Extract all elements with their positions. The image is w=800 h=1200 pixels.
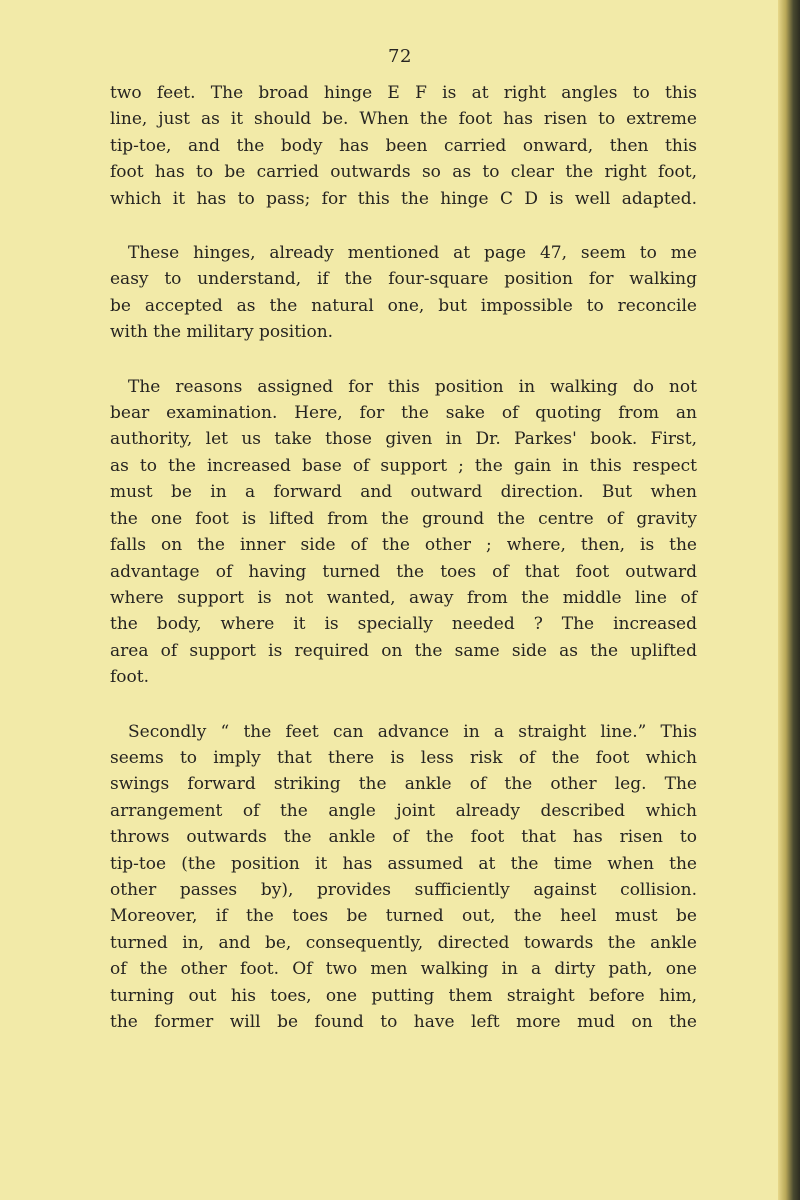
text-line: be accepted as the natural one, but impossible to reconcile xyxy=(110,295,697,316)
text-line: tip-toe (the position it has assumed at the time when the xyxy=(110,853,697,874)
paragraph-4 xyxy=(110,719,697,1036)
text-line: Secondly “ the feet can advance in a straight line.” This xyxy=(128,721,697,742)
page-edge-shadow xyxy=(778,0,800,1200)
text-line: advantage of having turned the toes of that foot outward xyxy=(110,561,697,582)
text-line: authority, let us take those given in Dr. Parkes' book. First, xyxy=(110,429,697,450)
text-line: falls on the inner side of the other ; where, then, is the xyxy=(110,535,697,556)
text-line: the one foot is lifted from the ground the centre of gravity xyxy=(110,508,697,529)
text-line: of the other foot. Of two men walking in a dirty path, one xyxy=(110,959,697,980)
text-line: arrangement of the angle joint already described which xyxy=(110,800,697,821)
text-line: Moreover, if the toes be turned out, the heel must be xyxy=(110,906,697,927)
text-line: swings forward striking the ankle of the other leg. The xyxy=(110,774,697,795)
paragraph-3 xyxy=(110,374,697,691)
page-number: 72 xyxy=(388,46,412,67)
text-line: bear examination. Here, for the sake of quoting from an xyxy=(110,403,697,424)
text-line: line, just as it should be. When the foot has risen to extreme xyxy=(110,109,697,130)
text-line: seems to imply that there is less risk of the foot which xyxy=(110,747,697,768)
text-line: two feet. The broad hinge E F is at right angles to this xyxy=(110,83,697,103)
paragraph-1 xyxy=(110,80,697,212)
text-line: the former will be found to have left more mud on the xyxy=(110,1012,697,1032)
text-line: other passes by), provides sufficiently against collision. xyxy=(110,879,697,900)
text-line: where support is not wanted, away from the middle line of xyxy=(110,587,697,608)
text-line: which it has to pass; for this the hinge C D is well adapted. xyxy=(110,188,697,209)
body-text xyxy=(110,80,697,1063)
text-line: The reasons assigned for this position in walking do not xyxy=(128,376,697,397)
text-line: foot. xyxy=(110,667,149,688)
text-line: as to the increased base of support ; the gain in this respect xyxy=(110,455,697,476)
text-line: the body, where it is specially needed ? The increased xyxy=(110,614,697,635)
text-line: easy to understand, if the four-square position for walking xyxy=(110,269,697,290)
text-line: turning out his toes, one putting them straight before him, xyxy=(110,985,697,1006)
text-line: foot has to be carried outwards so as to clear the right foot, xyxy=(110,162,697,183)
text-line: turned in, and be, consequently, directed towards the ankle xyxy=(110,932,697,953)
paragraph-2 xyxy=(110,240,697,346)
text-line: tip-toe, and the body has been carried onward, then this xyxy=(110,135,697,156)
text-line: area of support is required on the same side as the uplifted xyxy=(110,640,697,661)
text-line: with the military position. xyxy=(110,322,334,343)
text-line: must be in a forward and outward direction. But when xyxy=(110,482,697,503)
text-line: These hinges, already mentioned at page 47, seem to me xyxy=(128,243,697,264)
text-line: throws outwards the ankle of the foot that has risen to xyxy=(110,827,697,848)
